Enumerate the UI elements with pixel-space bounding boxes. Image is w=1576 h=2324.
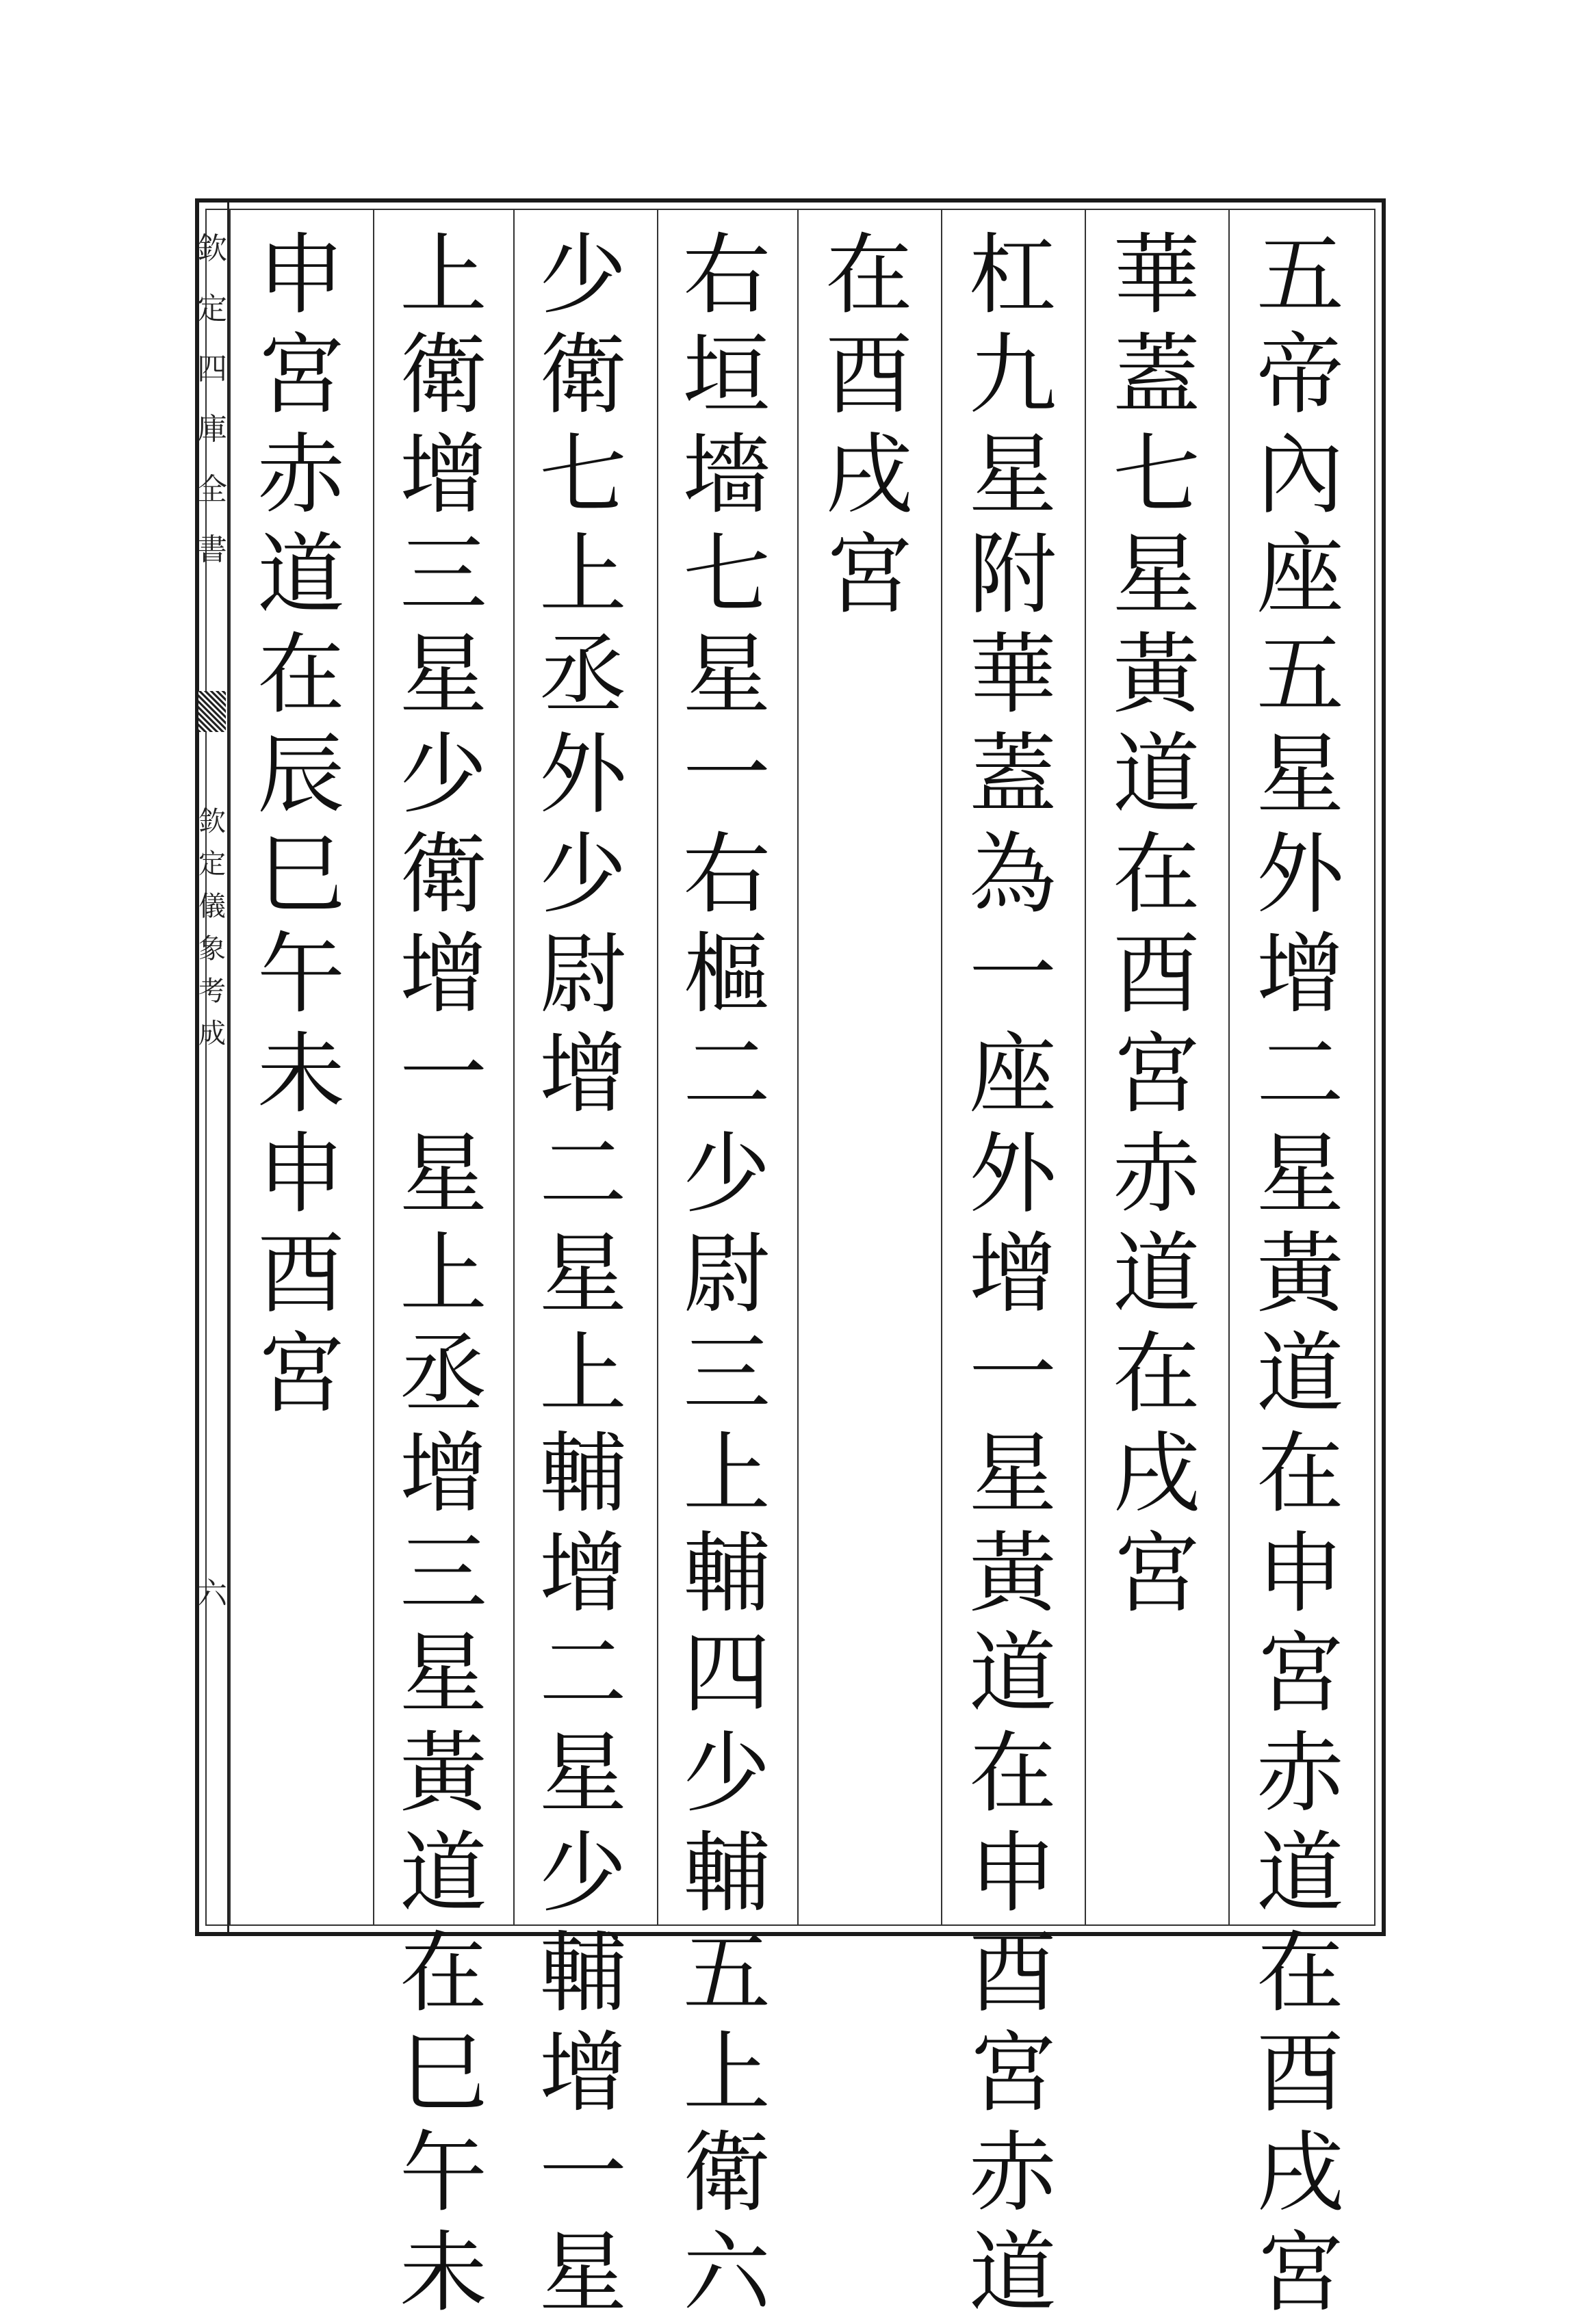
column-char: 內: [1256, 424, 1344, 526]
column-rule: [373, 209, 374, 1926]
column-char: 增: [968, 1223, 1057, 1325]
column-char: 道: [968, 2222, 1057, 2324]
column-char: 上: [682, 1423, 771, 1525]
column-char: 座: [968, 1023, 1057, 1125]
text-column: [233, 226, 370, 1916]
column-char: 道: [257, 524, 345, 626]
margin-sub-char: 成: [198, 1018, 226, 1049]
column-char: 蓋: [968, 724, 1057, 826]
text-column: [1088, 226, 1225, 1916]
column-char: 尉: [539, 924, 627, 1026]
text-column: [375, 224, 512, 2324]
column-char: 星: [399, 624, 487, 726]
column-char: 戌: [1112, 1423, 1200, 1525]
column-char: 五: [1256, 224, 1344, 326]
column-char: 增: [399, 424, 487, 526]
column-char: 辰: [257, 724, 345, 826]
margin-work-title: [196, 800, 228, 1055]
column-char: 少: [682, 1123, 771, 1225]
column-char: 樞: [682, 924, 771, 1026]
column-char: 一: [968, 1323, 1057, 1425]
column-char: 衛: [682, 2122, 771, 2224]
column-char: 少: [399, 724, 487, 826]
column-char: 輔: [682, 1823, 771, 1924]
column-char: 七: [539, 424, 627, 526]
margin-title-char: 全: [197, 472, 227, 507]
column-char: 增: [1256, 924, 1344, 1026]
column-char: 一: [539, 2122, 627, 2224]
margin-book-title: [196, 219, 228, 580]
column-char: 赤: [257, 424, 345, 526]
column-char: 右: [682, 224, 771, 326]
margin-sub-char: 象: [198, 933, 226, 965]
column-char: 上: [539, 524, 627, 626]
column-char: 少: [682, 1723, 771, 1825]
column-char: 座: [1256, 524, 1344, 626]
column-char: 外: [968, 1123, 1057, 1225]
column-char: 宮: [968, 2022, 1057, 2124]
column-char: 在: [399, 1922, 487, 2024]
column-char: 黃: [1112, 624, 1200, 726]
column-char: 墻: [682, 424, 771, 526]
column-char: 酉: [825, 324, 913, 426]
column-char: 宮: [1256, 2222, 1344, 2324]
column-char: 七: [682, 524, 771, 626]
text-column: [658, 224, 795, 2324]
column-char: 二: [682, 1023, 771, 1125]
column-char: 三: [682, 1323, 771, 1425]
column-char: 外: [1256, 824, 1344, 926]
column-char: 少: [539, 1823, 627, 1924]
column-rule: [1228, 209, 1230, 1926]
column-char: 二: [1256, 1023, 1344, 1125]
column-char: 衛: [539, 324, 627, 426]
column-char: 赤: [968, 2122, 1057, 2224]
column-char: 午: [399, 2122, 487, 2224]
text-column: [801, 226, 938, 1916]
column-char: 星: [1256, 724, 1344, 826]
column-char: 道: [1256, 1823, 1344, 1924]
column-char: 三: [399, 1523, 487, 1625]
column-char: 垣: [682, 324, 771, 426]
column-char: 丞: [399, 1323, 487, 1425]
text-column: [515, 224, 651, 2324]
column-char: 為: [968, 824, 1057, 926]
column-char: 一: [399, 1023, 487, 1125]
margin-sub-char: 儀: [198, 891, 226, 922]
column-char: 星: [399, 1623, 487, 1725]
column-char: 尉: [682, 1223, 771, 1325]
column-char: 輔: [539, 1423, 627, 1525]
column-char: 杠: [968, 224, 1057, 326]
column-char: 增: [399, 1423, 487, 1525]
column-char: 在: [968, 1723, 1057, 1825]
margin-title-char: 定: [197, 291, 227, 326]
column-char: 星: [399, 1123, 487, 1225]
column-char: 星: [968, 1423, 1057, 1525]
column-char: 赤: [1112, 1123, 1200, 1225]
column-char: 未: [399, 2222, 487, 2324]
column-rule: [941, 209, 942, 1926]
column-char: 黃: [1256, 1223, 1344, 1325]
column-char: 酉: [1256, 2022, 1344, 2124]
column-char: 宮: [1112, 1023, 1200, 1125]
column-char: 一: [682, 724, 771, 826]
margin-sub-char: 考: [198, 976, 226, 1007]
column-char: 巳: [399, 2022, 487, 2124]
column-char: 酉: [968, 1922, 1057, 2024]
column-char: 華: [968, 624, 1057, 726]
column-char: 九: [968, 324, 1057, 426]
column-char: 上: [539, 1323, 627, 1425]
column-char: 在: [1256, 1423, 1344, 1525]
column-char: 在: [1256, 1922, 1344, 2024]
column-char: 星: [539, 2222, 627, 2324]
column-char: 道: [968, 1623, 1057, 1725]
column-char: 輔: [539, 1922, 627, 2024]
column-char: 酉: [257, 1223, 345, 1325]
column-char: 道: [1256, 1323, 1344, 1425]
column-char: 增: [539, 1523, 627, 1625]
column-char: 外: [539, 724, 627, 826]
margin-sub-char: 定: [198, 848, 226, 880]
column-char: 二: [539, 1123, 627, 1225]
column-rule: [1085, 209, 1086, 1926]
column-char: 衛: [399, 324, 487, 426]
column-char: 酉: [1112, 924, 1200, 1026]
column-char: 申: [968, 1823, 1057, 1924]
text-column: [944, 224, 1081, 2324]
column-char: 增: [539, 1023, 627, 1125]
column-char: 道: [1112, 724, 1200, 826]
column-char: 輔: [682, 1523, 771, 1625]
column-char: 申: [257, 1123, 345, 1225]
column-char: 赤: [1256, 1723, 1344, 1825]
column-char: 右: [682, 824, 771, 926]
column-char: 三: [399, 524, 487, 626]
column-char: 道: [1112, 1223, 1200, 1325]
column-char: 上: [399, 1223, 487, 1325]
column-char: 戌: [1256, 2122, 1344, 2224]
column-char: 五: [682, 1922, 771, 2024]
column-char: 一: [968, 924, 1057, 1026]
column-char: 帝: [1256, 324, 1344, 426]
column-char: 少: [539, 224, 627, 326]
column-char: 宮: [1112, 1523, 1200, 1625]
column-char: 午: [257, 924, 345, 1026]
column-char: 七: [1112, 424, 1200, 526]
column-char: 增: [539, 2022, 627, 2124]
column-char: 二: [539, 1623, 627, 1725]
column-char: 丞: [539, 624, 627, 726]
column-char: 星: [1112, 524, 1200, 626]
column-char: 宮: [257, 1323, 345, 1425]
text-column: [1232, 224, 1369, 2324]
column-char: 星: [1256, 1123, 1344, 1225]
column-char: 黃: [968, 1523, 1057, 1625]
column-char: 少: [539, 824, 627, 926]
margin-title-char: 書: [197, 532, 227, 567]
column-char: 華: [1112, 224, 1200, 326]
column-char: 宮: [257, 324, 345, 426]
column-char: 星: [682, 624, 771, 726]
column-char: 五: [1256, 624, 1344, 726]
column-char: 巳: [257, 824, 345, 926]
column-char: 宮: [1256, 1623, 1344, 1725]
column-char: 上: [682, 2022, 771, 2124]
column-char: 申: [257, 224, 345, 326]
margin-sub-char: 欽: [198, 806, 226, 837]
column-char: 衛: [399, 824, 487, 926]
column-char: 星: [968, 424, 1057, 526]
column-char: 星: [539, 1223, 627, 1325]
column-char: 黃: [399, 1723, 487, 1825]
column-char: 六: [682, 2222, 771, 2324]
margin-title-char: 四: [197, 352, 227, 387]
margin-title-char: 欽: [197, 231, 227, 266]
column-char: 星: [539, 1723, 627, 1825]
column-char: 蓋: [1112, 324, 1200, 426]
column-char: 在: [1112, 824, 1200, 926]
column-char: 四: [682, 1623, 771, 1725]
column-char: 在: [825, 224, 913, 326]
column-char: 未: [257, 1023, 345, 1125]
column-char: 宮: [825, 524, 913, 626]
page-number: 六: [197, 1576, 227, 1611]
margin-title-char: 庫: [197, 412, 227, 447]
column-char: 申: [1256, 1523, 1344, 1625]
column-char: 增: [399, 924, 487, 1026]
column-rule: [797, 209, 799, 1926]
column-char: 戌: [825, 424, 913, 526]
column-char: 道: [399, 1823, 487, 1924]
column-char: 上: [399, 224, 487, 326]
column-char: 在: [257, 624, 345, 726]
column-char: 在: [1112, 1323, 1200, 1425]
fishtail-mark: [198, 691, 226, 732]
column-char: 附: [968, 524, 1057, 626]
column-rule: [229, 209, 231, 1926]
